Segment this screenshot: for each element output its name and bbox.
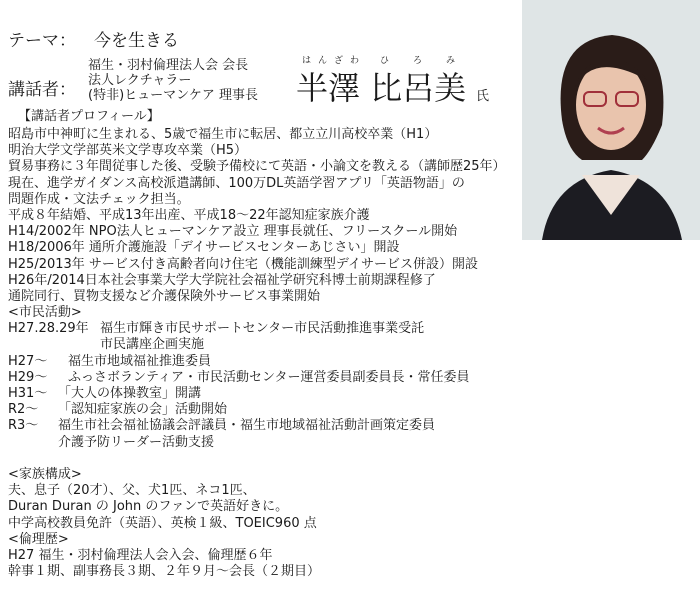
family-heading: <家族構成> [8,466,82,482]
profile-line: 問題作成・文法チェック担当。 [8,191,190,207]
civic-text: ふっさボランティア・市民活動センター運営委員副委員長・常任委員 [68,369,470,385]
affiliation: 法人レクチャラー [88,73,192,88]
civic-period: R2〜 [8,402,39,418]
speaker-honorific: 氏 [476,89,490,104]
speaker-affiliations [88,58,258,103]
profile-line: H14/2002年 NPO法人ヒューマンケア設立 理事長就任、フリースクール開始 [8,224,458,240]
speaker-name: 半澤 比呂美 [296,69,467,107]
civic-period: H27〜 [8,353,48,369]
civic-entry [8,402,506,418]
family-line: Duran Duran の John のファンで英語好きに。 [8,499,289,515]
civic-entry [8,418,506,434]
civic-text: 「大人の体操教室」開講 [58,386,202,401]
profile-line: 通院同行、買物支援など介護保険外サービス事業開始 [8,288,321,304]
theme-value: 今を生きる [94,31,179,51]
rinri-line: H27 福生・羽村倫理法人会入会、倫理歴６年 [8,547,273,563]
name-furigana-family: はんざわ [302,56,367,66]
name-furigana-given: ひろみ [380,56,480,66]
civic-entry [8,386,506,402]
family-line: 夫、息子（20才）、父、犬1匹、ネコ1匹、 [8,483,256,499]
profile-line: 平成８年結婚、平成13年出産、平成18〜22年認知症家族介護 [8,207,370,223]
profile-line: H25/2013年 サービス付き高齢者向け住宅（機能訓練型デイサービス併設）開設 [8,256,479,272]
civic-period: R3〜 [8,418,39,434]
civic-text-cont: 介護予防リーダー活動支援 [58,434,215,450]
civic-text: 福生市社会福祉協議会評議員・福生市地域福祉活動計画策定委員 [58,418,436,434]
rinri-heading: <倫理歴> [8,531,69,547]
family-line: 中学高校教員免許（英語）、英検１級、TOEIC960 点 [8,515,317,531]
civic-heading: <市民活動> [8,305,82,321]
speaker-label: 講話者： [8,80,76,100]
profile-line: H26年/2014日本社会事業大学大学院社会福祉学研究科博士前期課程修了 [8,272,436,288]
civic-period: H31〜 [8,386,48,401]
profile-line: H18/2006年 通所介護施設「デイサービスセンターあじさい」開設 [8,240,400,256]
civic-text: 福生市地域福祉推進委員 [68,353,212,369]
profile-line: 明治大学文学部英米文学専攻卒業（H5） [8,143,248,159]
civic-period: H29〜 [8,369,48,385]
civic-text-cont: 市民講座企画実施 [100,337,205,353]
affiliation: 福生・羽村倫理法人会 会長 [88,58,249,73]
profile-line: 現在、進学ガイダンス高校派遣講師、100万DL英語学習アプリ「英語物語」の [8,175,465,191]
civic-entry [8,370,506,386]
rinri-line: 幹事１期、副事務長３期、２年９月〜会長（２期目） [8,564,321,580]
civic-entry [8,321,506,337]
civic-text: 「認知症家族の会」活動開始 [58,402,228,418]
civic-text: 福生市輝き市民サポートセンター市民活動推進事業受託 [100,321,425,337]
profile-heading: 【講話者プロフィール】 [18,109,160,124]
civic-entry [8,354,506,370]
speaker-photo [522,0,700,240]
profile-line: 貿易事務に３年間従事した後、受験予備校にて英語・小論文を教える（講師歴25年） [8,159,506,175]
profile-line: 昭島市中神町に生まれる、5歳で福生市に転居、都立立川高校卒業（H1） [8,127,438,142]
affiliation: (特非)ヒューマンケア 理事長 [88,88,259,103]
civic-period: H27.28.29年 [8,321,89,337]
theme-label: テーマ： [8,31,76,51]
profile-list [8,127,506,580]
